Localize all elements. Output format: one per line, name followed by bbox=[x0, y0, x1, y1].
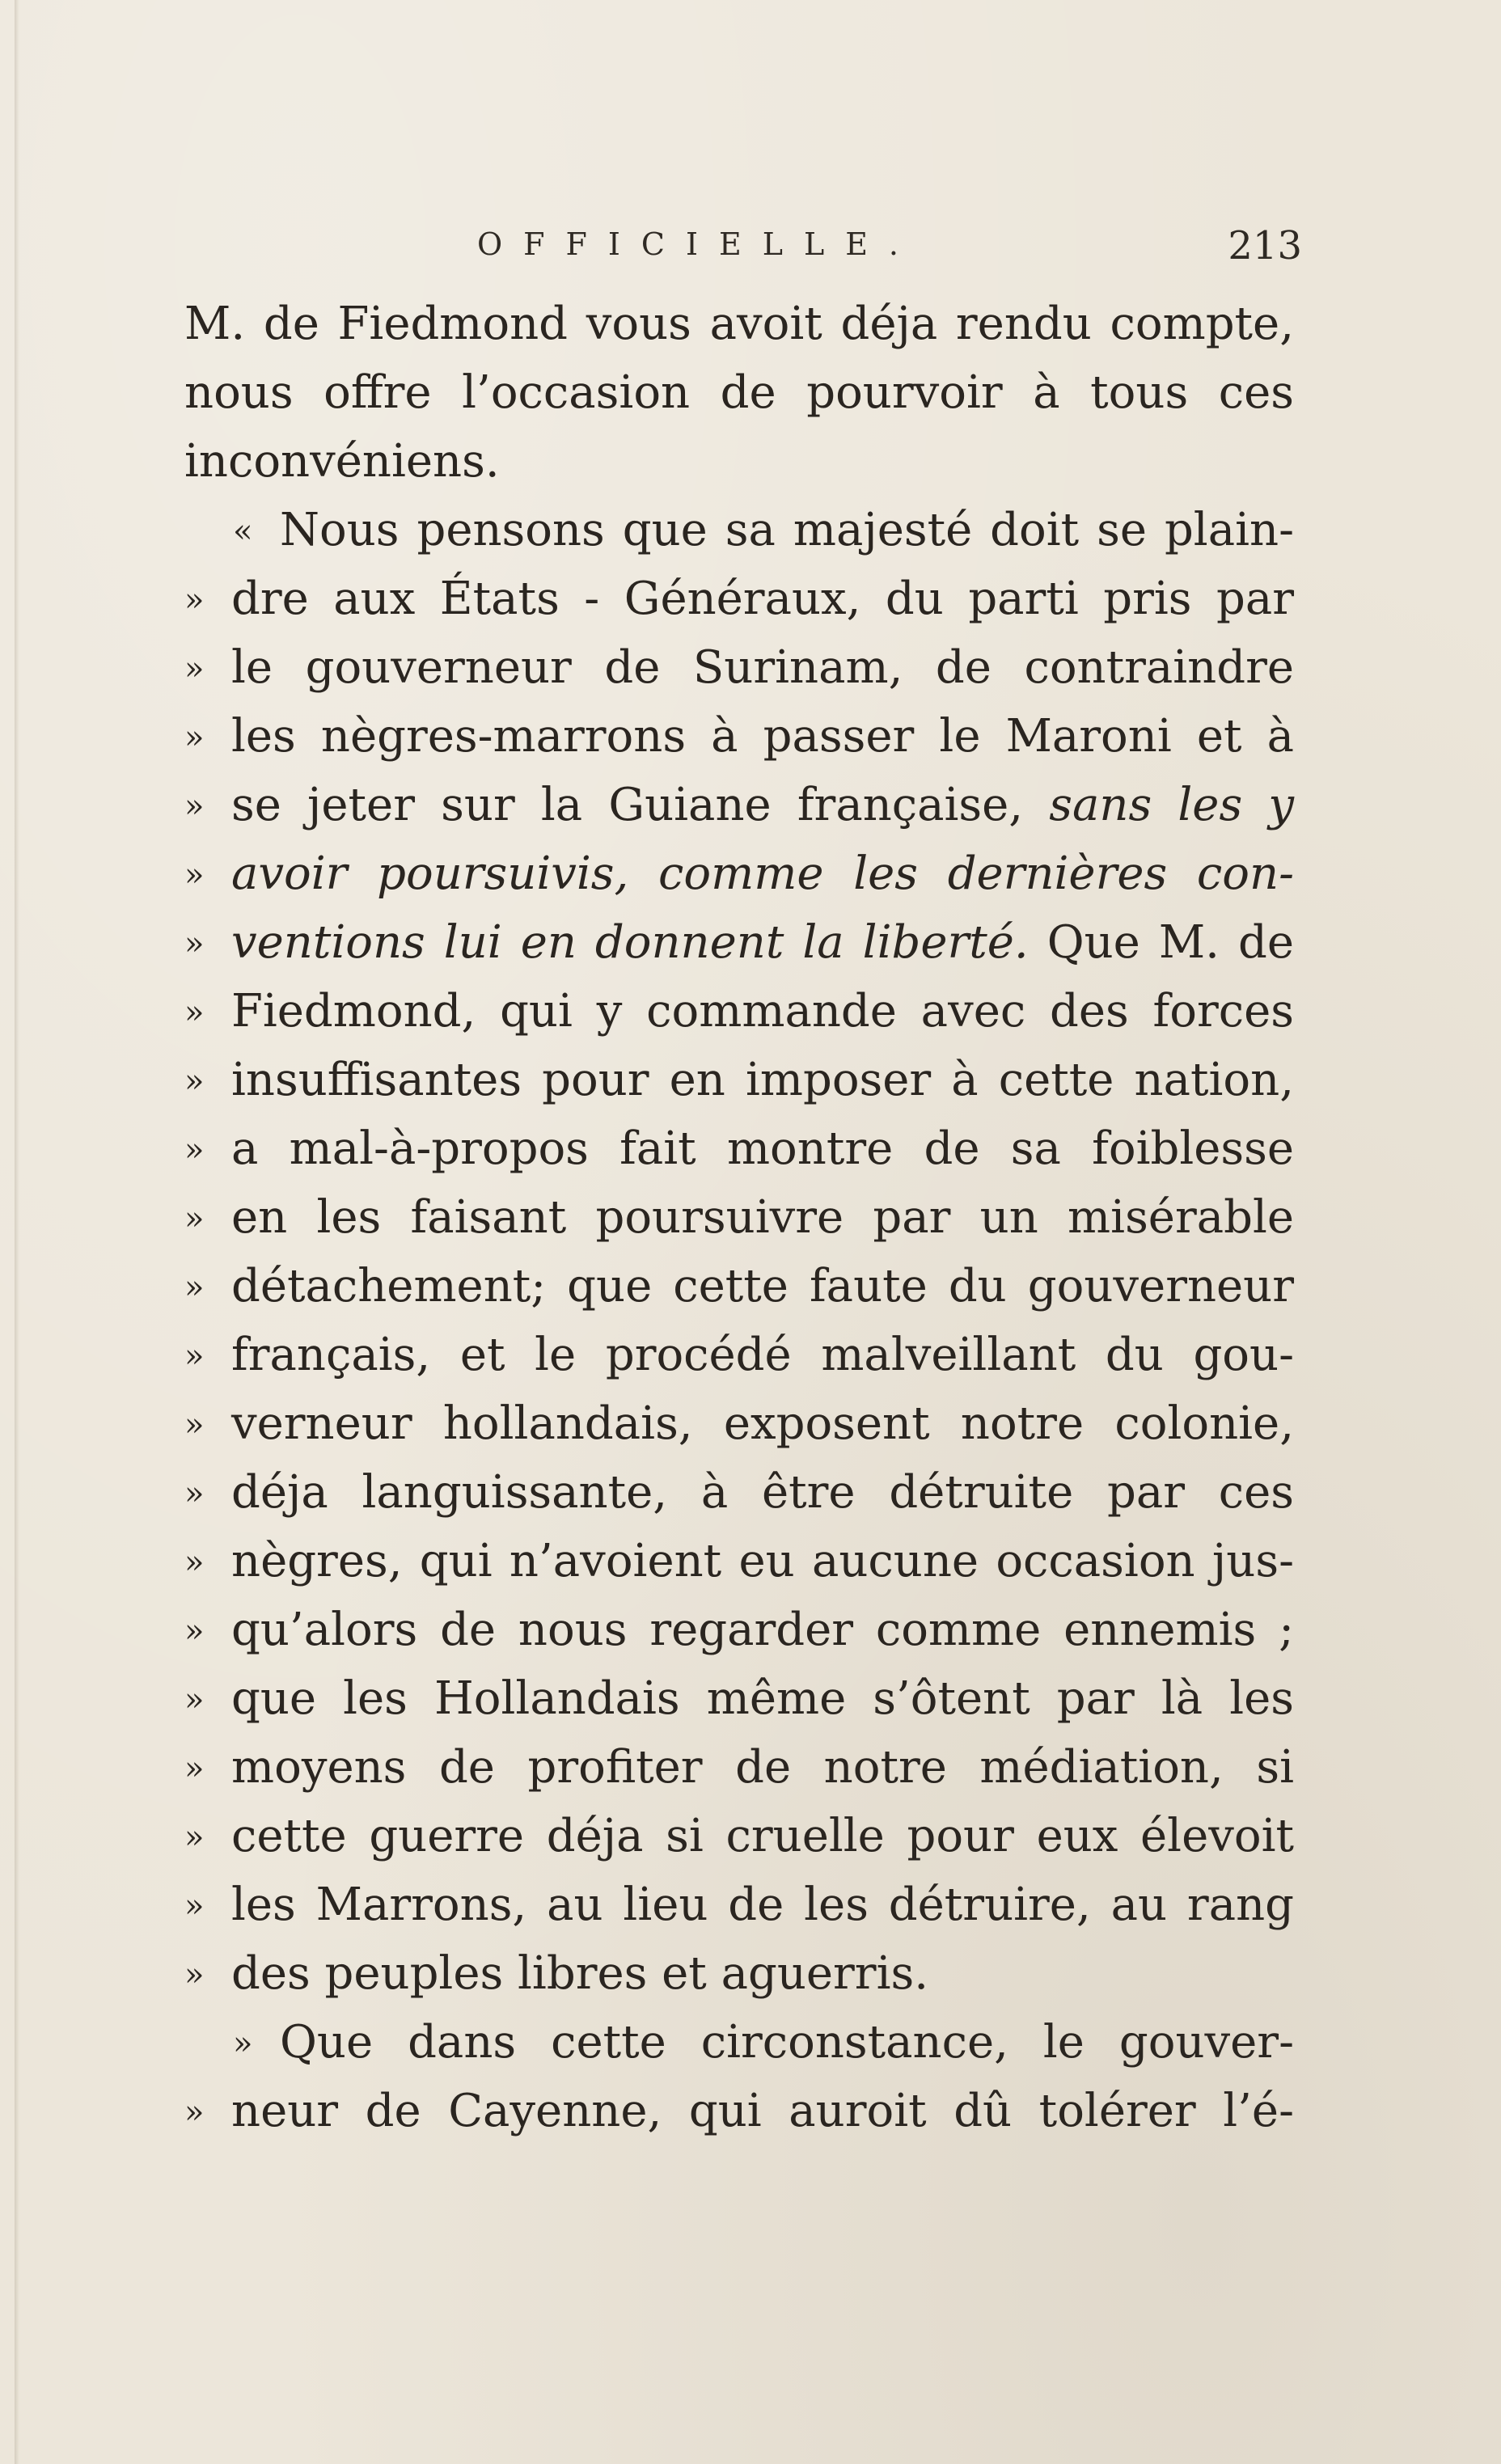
text-line: » moyens de profiter de notre médiation, si bbox=[184, 1733, 1294, 1802]
quote-mark: » bbox=[184, 650, 205, 687]
text-line: « Nous pensons que sa majesté doit se plain- bbox=[184, 496, 1294, 564]
text-line bbox=[184, 839, 1294, 908]
page-edge-shadow bbox=[15, 0, 19, 2464]
quote-mark: » bbox=[184, 1063, 205, 1100]
text-line: » insuffisantes pour en imposer à cette nation, bbox=[184, 1046, 1294, 1114]
text-line: » des peuples libres et aguerris. bbox=[184, 1939, 1294, 2008]
quote-mark: » bbox=[184, 1750, 205, 1787]
quote-mark: » bbox=[184, 1612, 205, 1650]
text-line: » en les faisant poursuivre par un misérable bbox=[184, 1183, 1294, 1252]
quote-mark: » bbox=[184, 1681, 205, 1718]
text-line: » ventions lui en donnent la liberté. Que M. de bbox=[184, 908, 1294, 977]
quote-mark: » bbox=[184, 1956, 205, 1993]
quote-mark: » bbox=[184, 1131, 205, 1169]
text-line: inconvéniens. bbox=[184, 435, 500, 488]
quote-mark: » bbox=[184, 1475, 205, 1512]
text-line: » a mal-à-propos fait montre de sa foiblesse bbox=[184, 1114, 1294, 1183]
page-number: 213 bbox=[1228, 223, 1302, 268]
text-line: » verneur hollandais, exposent notre colonie, bbox=[184, 1389, 1294, 1458]
italic-text: sans les y bbox=[1049, 779, 1294, 831]
italic-text: ventions lui en donnent la liberté. bbox=[231, 916, 1029, 969]
quote-mark: » bbox=[184, 1887, 205, 1925]
page-header bbox=[477, 223, 1302, 275]
text-line: » les nègres-marrons à passer le Maroni et à bbox=[184, 702, 1294, 771]
text-line: » nègres, qui n’avoient eu aucune occasion jus- bbox=[184, 1527, 1294, 1595]
text-line: » que les Hollandais même s’ôtent par là les bbox=[184, 1664, 1294, 1733]
quote-mark: » bbox=[184, 925, 205, 962]
text-line: nous offre l’occasion de pourvoir à tous ces bbox=[184, 366, 1294, 419]
text-line: » neur de Cayenne, qui auroit dû tolérer l’é- bbox=[184, 2077, 1294, 2145]
text-line: » Fiedmond, qui y commande avec des forces bbox=[184, 977, 1294, 1046]
quote-mark: « bbox=[233, 513, 253, 550]
text-line: » français, et le procédé malveillant du gou- bbox=[184, 1321, 1294, 1389]
quote-mark: » bbox=[184, 581, 205, 619]
text-line: M. de Fiedmond vous avoit déja rendu compte, bbox=[184, 298, 1294, 350]
text-line: » les Marrons, au lieu de les détruire, au rang bbox=[184, 1870, 1294, 1939]
body-text bbox=[184, 290, 1294, 2145]
quote-mark: » bbox=[233, 2025, 253, 2062]
quote-mark: » bbox=[184, 788, 205, 825]
quote-mark: » bbox=[184, 2094, 205, 2131]
text-line: » dre aux États - Généraux, du parti pris par bbox=[184, 564, 1294, 633]
text-line: » Que dans cette circonstance, le gouver- bbox=[184, 2008, 1294, 2077]
quote-mark: » bbox=[184, 856, 205, 894]
quote-mark: » bbox=[184, 719, 205, 756]
quote-mark: » bbox=[184, 1269, 205, 1306]
quote-mark: » bbox=[184, 1819, 205, 1856]
text-line: » cette guerre déja si cruelle pour eux élevoit bbox=[184, 1802, 1294, 1870]
text-line: » détachement; que cette faute du gouverneur bbox=[184, 1252, 1294, 1321]
quote-mark: » bbox=[184, 1200, 205, 1237]
text-line: » déja languissante, à être détruite par ces bbox=[184, 1458, 1294, 1527]
running-head: OFFICIELLE. bbox=[477, 226, 920, 262]
quote-mark: » bbox=[184, 1338, 205, 1375]
text-line: » le gouverneur de Surinam, de contraindre bbox=[184, 633, 1294, 702]
quote-mark: » bbox=[184, 994, 205, 1031]
text-line: » se jeter sur la Guiane française, sans les y bbox=[184, 771, 1294, 839]
quote-mark: » bbox=[184, 1544, 205, 1581]
italic-text: avoir poursuivis, comme les dernières con- bbox=[231, 847, 1294, 900]
text-line: » qu’alors de nous regarder comme ennemis ; bbox=[184, 1595, 1294, 1664]
quote-mark: » bbox=[184, 1406, 205, 1443]
